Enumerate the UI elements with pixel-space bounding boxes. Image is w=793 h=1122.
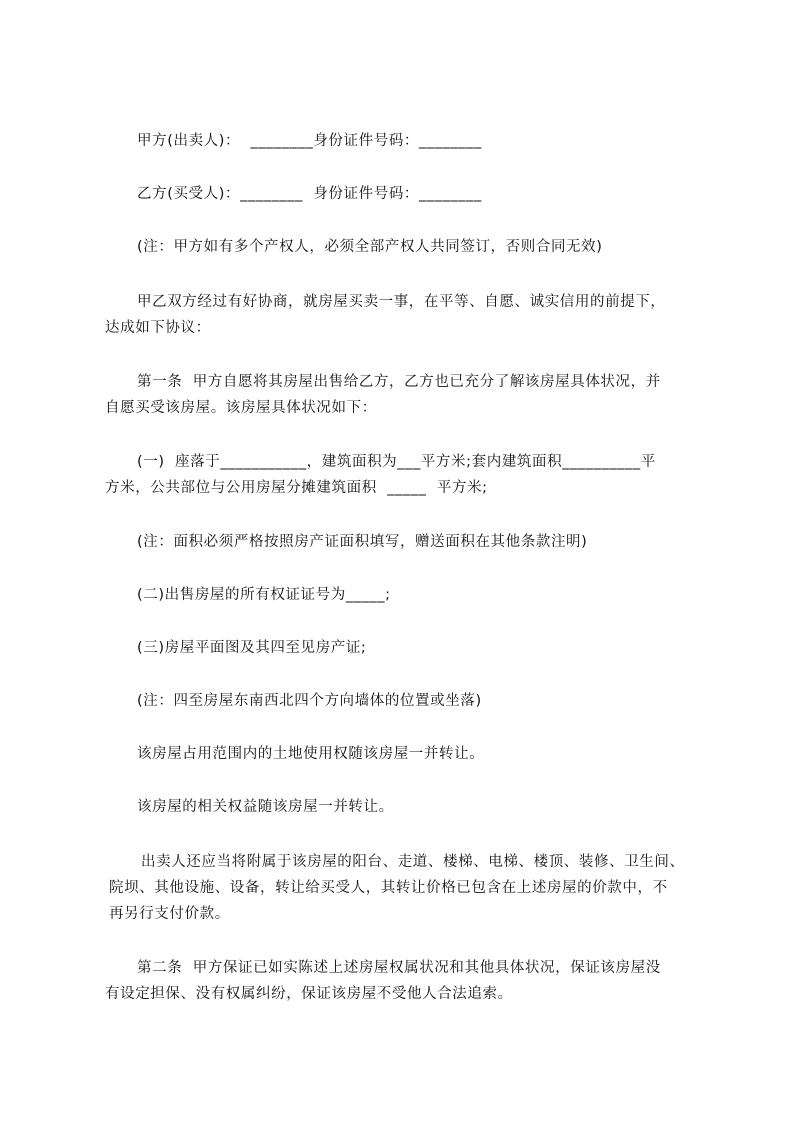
note-boundaries: (注：四至房屋东南西北四个方向墙体的位置或坐落) [137, 693, 482, 709]
article-1-line-2: 自愿买受该房屋。该房屋具体状况如下： [105, 400, 377, 416]
attachments-line-2: 院坝、其他设施、设备，转让给买受人，其转让价格已包含在上述房屋的价款中，不 [109, 880, 668, 896]
note-multiple-owners: (注：甲方如有多个产权人，必须全部产权人共同签订，否则合同无效) [137, 239, 603, 255]
item-3: (三)房屋平面图及其四至见房产证; [137, 640, 367, 656]
party-b-line: 乙方(买受人)：________ 身份证件号码：________ [137, 186, 482, 202]
item-1-line-2: 方米，公共部位与公用房屋分摊建筑面积 _____ 平方米; [105, 480, 488, 496]
article-2-line-2: 有设定担保、没有权属纠纷，保证该房屋不受他人合法追索。 [105, 986, 513, 1002]
note-area: (注：面积必须严格按照房产证面积填写，赠送面积在其他条款注明) [137, 534, 588, 550]
item-1-line-1: (一) 座落于___________，建筑面积为___平方米;套内建筑面积__________平 [137, 454, 656, 470]
article-2-line-1: 第二条 甲方保证已如实陈述上述房屋权属状况和其他具体状况，保证该房屋没 [137, 960, 661, 976]
rights-transfer: 该房屋的相关权益随该房屋一并转让。 [137, 799, 394, 815]
article-1-line-1: 第一条 甲方自愿将其房屋出售给乙方，乙方也已充分了解该房屋具体状况，并 [137, 374, 661, 390]
party-a-line: 甲方(出卖人)： ________身份证件号码：________ [137, 133, 482, 149]
attachments-line-3: 再另行支付价款。 [109, 906, 230, 922]
item-2: (二)出售房屋的所有权证证号为_____; [137, 587, 391, 603]
land-use-transfer: 该房屋占用范围内的土地使用权随该房屋一并转让。 [137, 746, 485, 762]
agreement-intro-line-2: 达成如下协议： [105, 320, 211, 336]
agreement-intro-line-1: 甲乙双方经过有好协商，就房屋买卖一事，在平等、自愿、诚实信用的前提下， [137, 294, 666, 310]
attachments-line-1: 出卖人还应当将附属于该房屋的阳台、走道、楼梯、电梯、楼顶、装修、卫生间、 [141, 854, 685, 870]
